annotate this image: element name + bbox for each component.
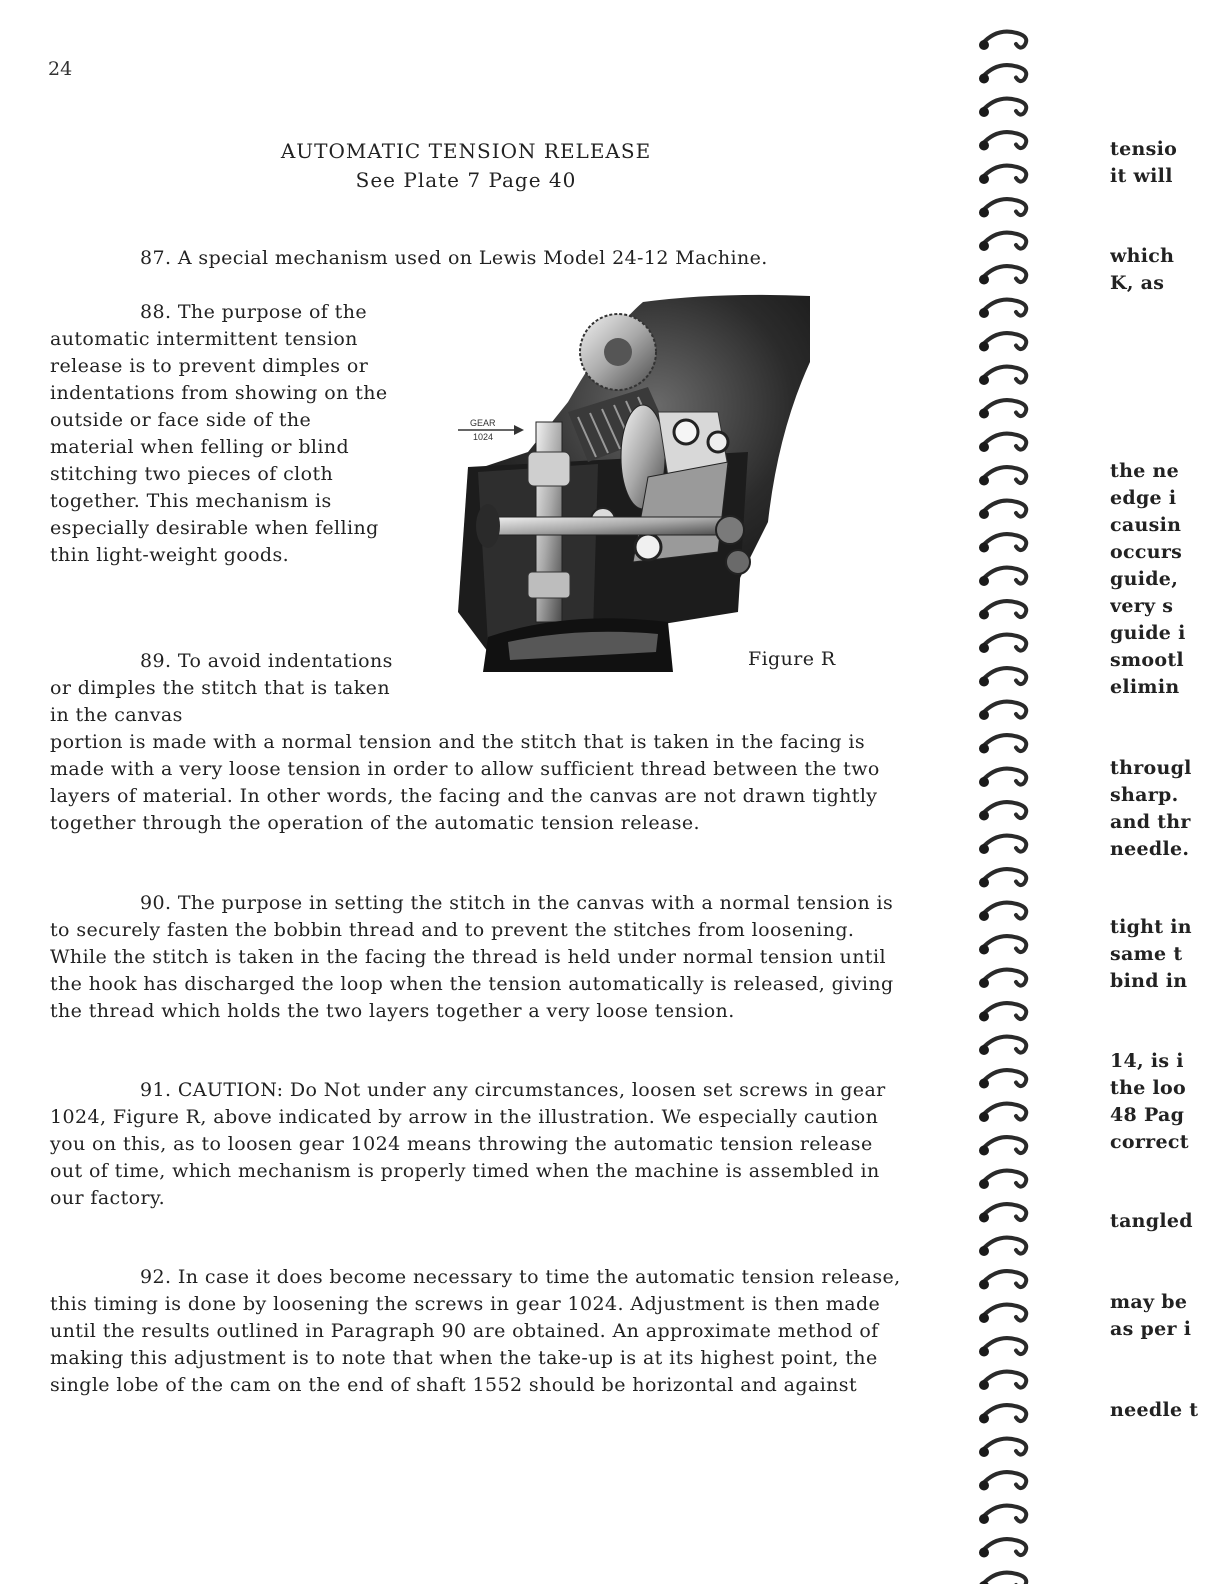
binding-coil xyxy=(979,601,1026,619)
facing-fragment: needle t xyxy=(1110,1399,1199,1421)
binding-coil xyxy=(979,936,1026,954)
binding-coil xyxy=(979,1171,1026,1189)
binding-coil xyxy=(979,467,1026,485)
facing-fragment: the ne xyxy=(1110,460,1179,482)
spiral-binding xyxy=(968,12,1048,1584)
binding-coil xyxy=(979,668,1026,686)
binding-coil xyxy=(979,534,1026,552)
binding-coil xyxy=(979,568,1026,586)
facing-page-edge xyxy=(1110,0,1224,1584)
binding-coil xyxy=(979,300,1026,318)
facing-fragment: 48 Pag xyxy=(1110,1104,1185,1126)
binding-coil xyxy=(979,769,1026,787)
binding-coil xyxy=(979,1003,1026,1021)
facing-fragment: the loo xyxy=(1110,1077,1186,1099)
binding-coil xyxy=(979,434,1026,452)
binding-coil xyxy=(979,1405,1026,1423)
facing-fragment: elimin xyxy=(1110,676,1180,698)
facing-fragment: it will xyxy=(1110,165,1173,187)
facing-fragment: correct xyxy=(1110,1131,1189,1153)
facing-fragment: may be xyxy=(1110,1291,1188,1313)
section-heading xyxy=(236,137,696,195)
binding-coil xyxy=(979,199,1026,217)
binding-coil xyxy=(979,1338,1026,1356)
page-number: 24 xyxy=(48,58,73,80)
facing-fragment: as per i xyxy=(1110,1318,1192,1340)
paragraph-90: 90. The purpose in setting the stitch in the canvas with a normal tension is to securely fasten the bobbin thread and to prevent the stitches from loosening. While the stitch is taken in the facing the thread is held under normal tension until the hook has discharged the loop when the tension automatically is released, giving the thread which holds the two layers together a very loose tension. xyxy=(50,892,894,1022)
binding-coil xyxy=(979,501,1026,519)
facing-fragment: tangled xyxy=(1110,1210,1193,1232)
facing-fragment: causin xyxy=(1110,514,1182,536)
paragraph-89-end: portion is made with a normal tension and the stitch that is taken in the facing is made with a very loose tension in order to allow sufficient thread between the two layers of material. In other words, the facing and the canvas are not drawn tightly together through the operation of the automatic tension release. xyxy=(50,731,880,834)
facing-fragment: very s xyxy=(1110,595,1174,617)
facing-fragment: guide i xyxy=(1110,622,1186,644)
binding-coil xyxy=(979,903,1026,921)
binding-coil xyxy=(979,367,1026,385)
binding-coil xyxy=(979,65,1026,83)
facing-fragment: smootl xyxy=(1110,649,1184,671)
binding-coil xyxy=(979,1539,1026,1557)
binding-coil xyxy=(979,802,1026,820)
paragraph-88: 88. The purpose of the automatic intermittent tension release is to prevent dimples or indentations from showing on the outside or face side of the material when felling or blind stitching two pieces of cloth together. This mechanism is especially desirable when felling thin light-weight goods. xyxy=(50,301,388,566)
binding-coil xyxy=(979,233,1026,251)
facing-fragment: and thr xyxy=(1110,811,1191,833)
facing-fragment: needle. xyxy=(1110,838,1190,860)
figure-caption: Figure R xyxy=(748,648,836,670)
page-title: AUTOMATIC TENSION RELEASE xyxy=(280,139,652,163)
binding-coil xyxy=(979,99,1026,117)
binding-coil xyxy=(979,266,1026,284)
paragraph-89-start: 89. To avoid indentations or dimples the stitch that is taken in the canvas xyxy=(50,650,393,726)
facing-fragment: tight in xyxy=(1110,916,1192,938)
gear-number-label: 1024 xyxy=(473,432,494,442)
plate-reference: See Plate 7 Page 40 xyxy=(355,168,577,192)
binding-coil xyxy=(979,1573,1026,1584)
facing-fragment: guide, xyxy=(1110,568,1179,590)
facing-fragment: bind in xyxy=(1110,970,1188,992)
binding-coil xyxy=(979,1037,1026,1055)
binding-coil xyxy=(979,1271,1026,1289)
binding-coil xyxy=(979,333,1026,351)
binding-coil xyxy=(979,836,1026,854)
facing-fragment: edge i xyxy=(1110,487,1177,509)
binding-coil xyxy=(979,132,1026,150)
binding-coil xyxy=(979,970,1026,988)
facing-fragment: tensio xyxy=(1110,138,1178,160)
binding-coil xyxy=(979,1439,1026,1457)
binding-coil xyxy=(979,869,1026,887)
spiral-coil-icon xyxy=(968,12,1048,1584)
figure-r-illustration xyxy=(418,292,818,677)
paragraph-92: 92. In case it does become necessary to time the automatic tension release, this timing is done by loosening the screws in gear 1024. Adjustment is then made until the results outlined in Paragraph 90 are obtained. An approximate method of making this adjustment is to note that when the take-up is at its highest point, the single lobe of the cam on the end of shaft 1552 should be horizontal and against xyxy=(50,1266,901,1396)
binding-coil xyxy=(979,1104,1026,1122)
binding-coil xyxy=(979,1137,1026,1155)
facing-fragment: K, as xyxy=(1110,272,1165,294)
facing-fragment: sharp. xyxy=(1110,784,1179,806)
binding-coil xyxy=(979,1506,1026,1524)
gear-icon xyxy=(580,314,656,390)
binding-coil xyxy=(979,400,1026,418)
facing-fragment: througl xyxy=(1110,757,1192,779)
binding-coil xyxy=(979,635,1026,653)
binding-coil xyxy=(979,1372,1026,1390)
paragraph-91: 91. CAUTION: Do Not under any circumstances, loosen set screws in gear 1024, Figure R, above indicated by arrow in the illustration. We especially caution you on this, as to loosen gear 1024 means throwing the automatic tension release out of time, which mechanism is properly timed when the machine is assembled in our factory. xyxy=(50,1079,886,1209)
binding-coil xyxy=(979,1070,1026,1088)
binding-coil xyxy=(979,166,1026,184)
binding-coil xyxy=(979,32,1026,50)
facing-fragment: 14, is i xyxy=(1110,1050,1184,1072)
paragraph-87: 87. A special mechanism used on Lewis Model 24-12 Machine. xyxy=(140,247,768,269)
binding-coil xyxy=(979,1238,1026,1256)
binding-coil xyxy=(979,702,1026,720)
binding-coil xyxy=(979,735,1026,753)
gear-label: GEAR xyxy=(470,418,496,428)
binding-coil xyxy=(979,1305,1026,1323)
tension-release-machine-image xyxy=(418,292,818,677)
facing-fragment: which xyxy=(1110,245,1175,267)
binding-coil xyxy=(979,1472,1026,1490)
facing-fragment: same t xyxy=(1110,943,1183,965)
facing-fragment: occurs xyxy=(1110,541,1183,563)
binding-coil xyxy=(979,1204,1026,1222)
